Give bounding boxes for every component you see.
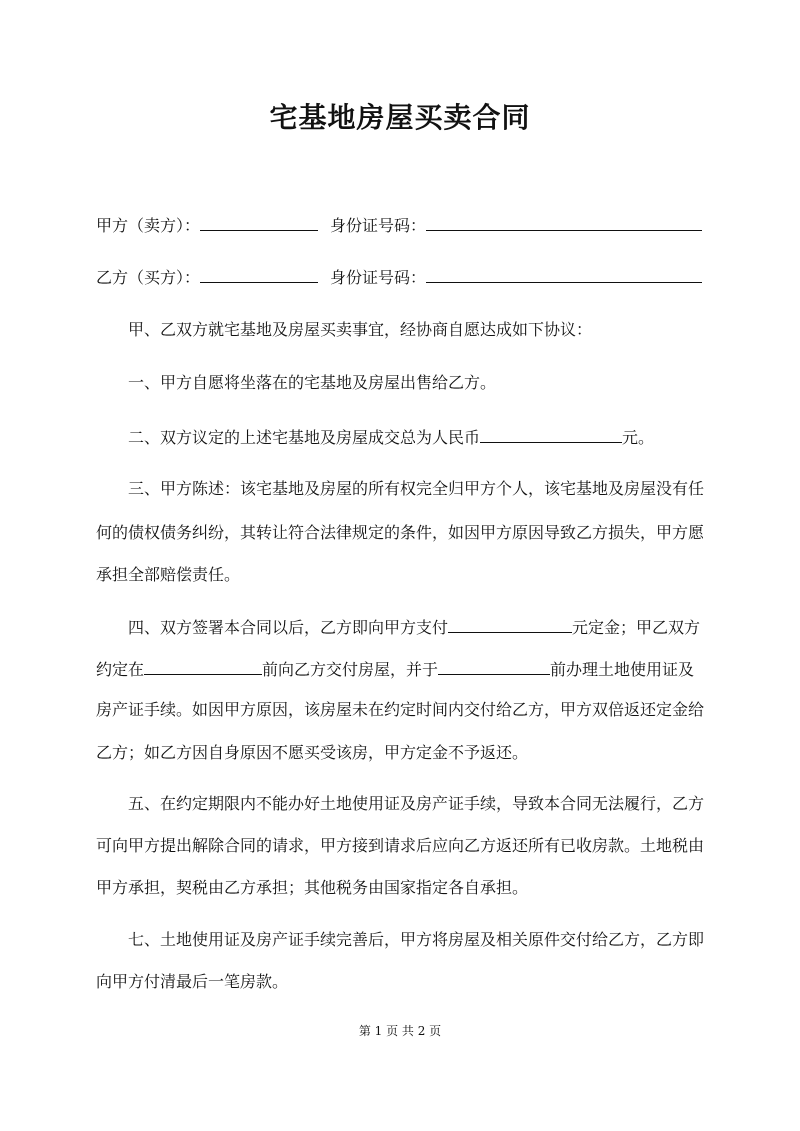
party-b-label: 乙方（买方）： bbox=[96, 268, 201, 287]
document-title: 宅基地房屋买卖合同 bbox=[269, 101, 531, 134]
party-a-name-blank[interactable] bbox=[200, 212, 318, 231]
clause-4-text-e: 前办理土地使用证及 bbox=[550, 660, 695, 679]
clause-5-line-1: 五、在约定期限内不能办好土地使用证及房产证手续，导致本合同无法履行，乙方 bbox=[128, 794, 705, 813]
clause-3-line-3: 承担全部赔偿责任。 bbox=[96, 565, 241, 584]
clause-3-line-2: 何的债权债务纠纷，其转让符合法律规定的条件，如因甲方原因导致乙方损失，甲方愿 bbox=[96, 523, 705, 542]
clause-2-unit: 元。 bbox=[622, 428, 655, 447]
clause-4-text-d: 前向乙方交付房屋，并于 bbox=[262, 660, 439, 679]
intro-paragraph: 甲、乙双方就宅基地及房屋买卖事宜，经协商自愿达成如下协议： bbox=[128, 320, 593, 339]
party-a-line bbox=[96, 212, 710, 238]
clause-4-text-a: 四、双方签署本合同以后，乙方即向甲方支付 bbox=[128, 618, 449, 637]
certificate-date-blank[interactable] bbox=[438, 656, 550, 675]
price-blank[interactable] bbox=[480, 424, 622, 443]
page-number-footer: 第 1 页 共 2 页 bbox=[358, 1024, 442, 1038]
clause-7-line-2: 向甲方付清最后一笔房款。 bbox=[96, 972, 289, 991]
party-b-line bbox=[96, 264, 710, 290]
party-b-id-blank[interactable] bbox=[426, 264, 702, 283]
clause-4-text-c: 约定在 bbox=[96, 660, 145, 679]
party-a-id-label: 身份证号码： bbox=[330, 216, 427, 235]
clause-4-line-1 bbox=[128, 614, 742, 640]
party-b-id-label: 身份证号码： bbox=[330, 268, 427, 287]
clause-3-line-1: 三、甲方陈述：该宅基地及房屋的所有权完全归甲方个人，该宅基地及房屋没有任 bbox=[128, 479, 705, 498]
party-a-label: 甲方（卖方）： bbox=[96, 216, 201, 235]
clause-4-line-2 bbox=[96, 656, 710, 682]
delivery-date-blank[interactable] bbox=[144, 656, 262, 675]
clause-2-text: 二、双方议定的上述宅基地及房屋成交总为人民币 bbox=[128, 428, 481, 447]
party-b-name-blank[interactable] bbox=[200, 264, 318, 283]
clause-5-line-3: 甲方承担，契税由乙方承担；其他税务由国家指定各自承担。 bbox=[96, 878, 529, 897]
clause-7-line-1: 七、土地使用证及房产证手续完善后，甲方将房屋及相关原件交付给乙方，乙方即 bbox=[128, 930, 705, 949]
clause-4-line-3: 房产证手续。如因甲方原因，该房屋未在约定时间内交付给乙方，甲方双倍返还定金给 bbox=[96, 700, 705, 719]
clause-1: 一、甲方自愿将坐落在的宅基地及房屋出售给乙方。 bbox=[128, 373, 497, 392]
clause-4-text-b: 元定金；甲乙双方 bbox=[572, 618, 701, 637]
clause-4-line-4: 乙方；如乙方因自身原因不愿买受该房，甲方定金不予返还。 bbox=[96, 743, 529, 762]
clause-2 bbox=[128, 424, 742, 450]
deposit-blank[interactable] bbox=[448, 614, 572, 633]
party-a-id-blank[interactable] bbox=[426, 212, 702, 231]
clause-5-line-2: 可向甲方提出解除合同的请求，甲方接到请求后应向乙方返还所有已收房款。土地税由 bbox=[96, 836, 705, 855]
